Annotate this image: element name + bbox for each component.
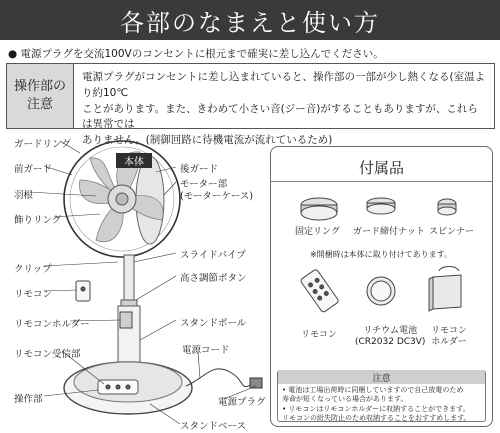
caution-line-1: 電源プラグがコンセントに差し込まれていると、操作部の一部が少し熱くなる(室温より約10℃: [82, 71, 486, 99]
accessory-caution-line: 寿命が短くなっている場合があります。: [282, 395, 408, 404]
acc-holder-label-2: ホルダー: [431, 337, 467, 348]
acc-guard-nut: [353, 227, 425, 238]
label-remote: リモコン: [14, 289, 53, 300]
acc-fixing-ring: [295, 227, 340, 238]
label-slide-pipe: スライドパイプ: [180, 250, 246, 261]
acc-battery-label-2: (CR2032 DC3V): [355, 337, 426, 348]
accessories-title: 付属品: [358, 159, 404, 177]
main-unit-badge: 本体: [116, 153, 152, 168]
acc-remote-label: リモコン: [301, 330, 338, 340]
label-control-panel: 操作部: [14, 394, 43, 405]
accessory-caution-line: • リモコンはリモコンホルダーに収納することができます。: [282, 404, 470, 413]
label-stand-pole: スタンドポール: [180, 318, 247, 329]
power-note: ● 電源プラグを交流100Vのコンセントに根元まで確実に差し込んでください。: [8, 48, 384, 60]
caution-line-3: ありません。(制御回路に待機電流が流れているため): [82, 134, 333, 146]
accessory-caution-list: [282, 386, 471, 424]
acc-holder-label-1: リモコン: [431, 326, 468, 336]
holder-icon: [433, 275, 461, 309]
label-decor-ring: 飾りリング: [14, 215, 62, 226]
acc-spinner: [429, 227, 474, 238]
acc-spinner-label: スピンナー: [429, 227, 475, 237]
accessories-divider: [271, 181, 492, 182]
accessory-caution-line: • 電池は工場出荷時に同梱していますので自己放電のため: [282, 386, 464, 394]
caution-text: [74, 64, 494, 146]
label-front-guard: 前ガード: [14, 164, 53, 175]
acc-remote: [301, 330, 337, 341]
caution-label-line1: 操作部の: [13, 79, 66, 95]
accessory-caution-title: 注意: [278, 370, 485, 384]
label-receiver: リモコン受信部: [14, 349, 81, 360]
caution-line-2: ことがあります。また、きわめて小さい音(ジー音)がすることもありますが、これらは異常では: [82, 102, 478, 131]
label-blade: 羽根: [14, 190, 34, 201]
label-stand-base: スタンドベース: [180, 421, 247, 432]
acc-battery: [355, 326, 425, 349]
label-power-plug: 電源プラグ: [218, 397, 266, 408]
label-height-button: 高さ調節ボタン: [180, 273, 247, 284]
label-clip: クリップ: [14, 264, 52, 275]
label-power-cord: 電源コード: [182, 345, 230, 356]
label-guard-ring: ガードリング: [14, 139, 71, 150]
accessory-caution-line: リモコンの紛失防止のため収納することをおすすめします。: [282, 414, 471, 423]
accessory-caution: [277, 370, 486, 422]
remote-icon: [300, 269, 339, 313]
page-title: 各部のなまえと使い方: [0, 0, 500, 40]
label-motor-1: モーター部: [180, 179, 228, 190]
label-motor-2: (モーターケース): [180, 191, 254, 202]
acc-fixing-ring-label: 固定リング: [295, 227, 340, 237]
label-rear-guard: 後ガード: [180, 164, 219, 175]
caution-label: [7, 64, 74, 128]
acc-holder: [431, 326, 467, 349]
label-remote-holder: リモコンホルダー: [14, 319, 90, 330]
caution-label-line2: 注意: [26, 97, 53, 112]
accessories-box: [270, 146, 493, 427]
accessories-note: ※開梱時は本体に取り付けてあります。: [309, 250, 453, 259]
acc-battery-label-1: リチウム電池: [363, 326, 418, 336]
acc-guard-nut-label: ガード締付ナット: [353, 227, 425, 237]
